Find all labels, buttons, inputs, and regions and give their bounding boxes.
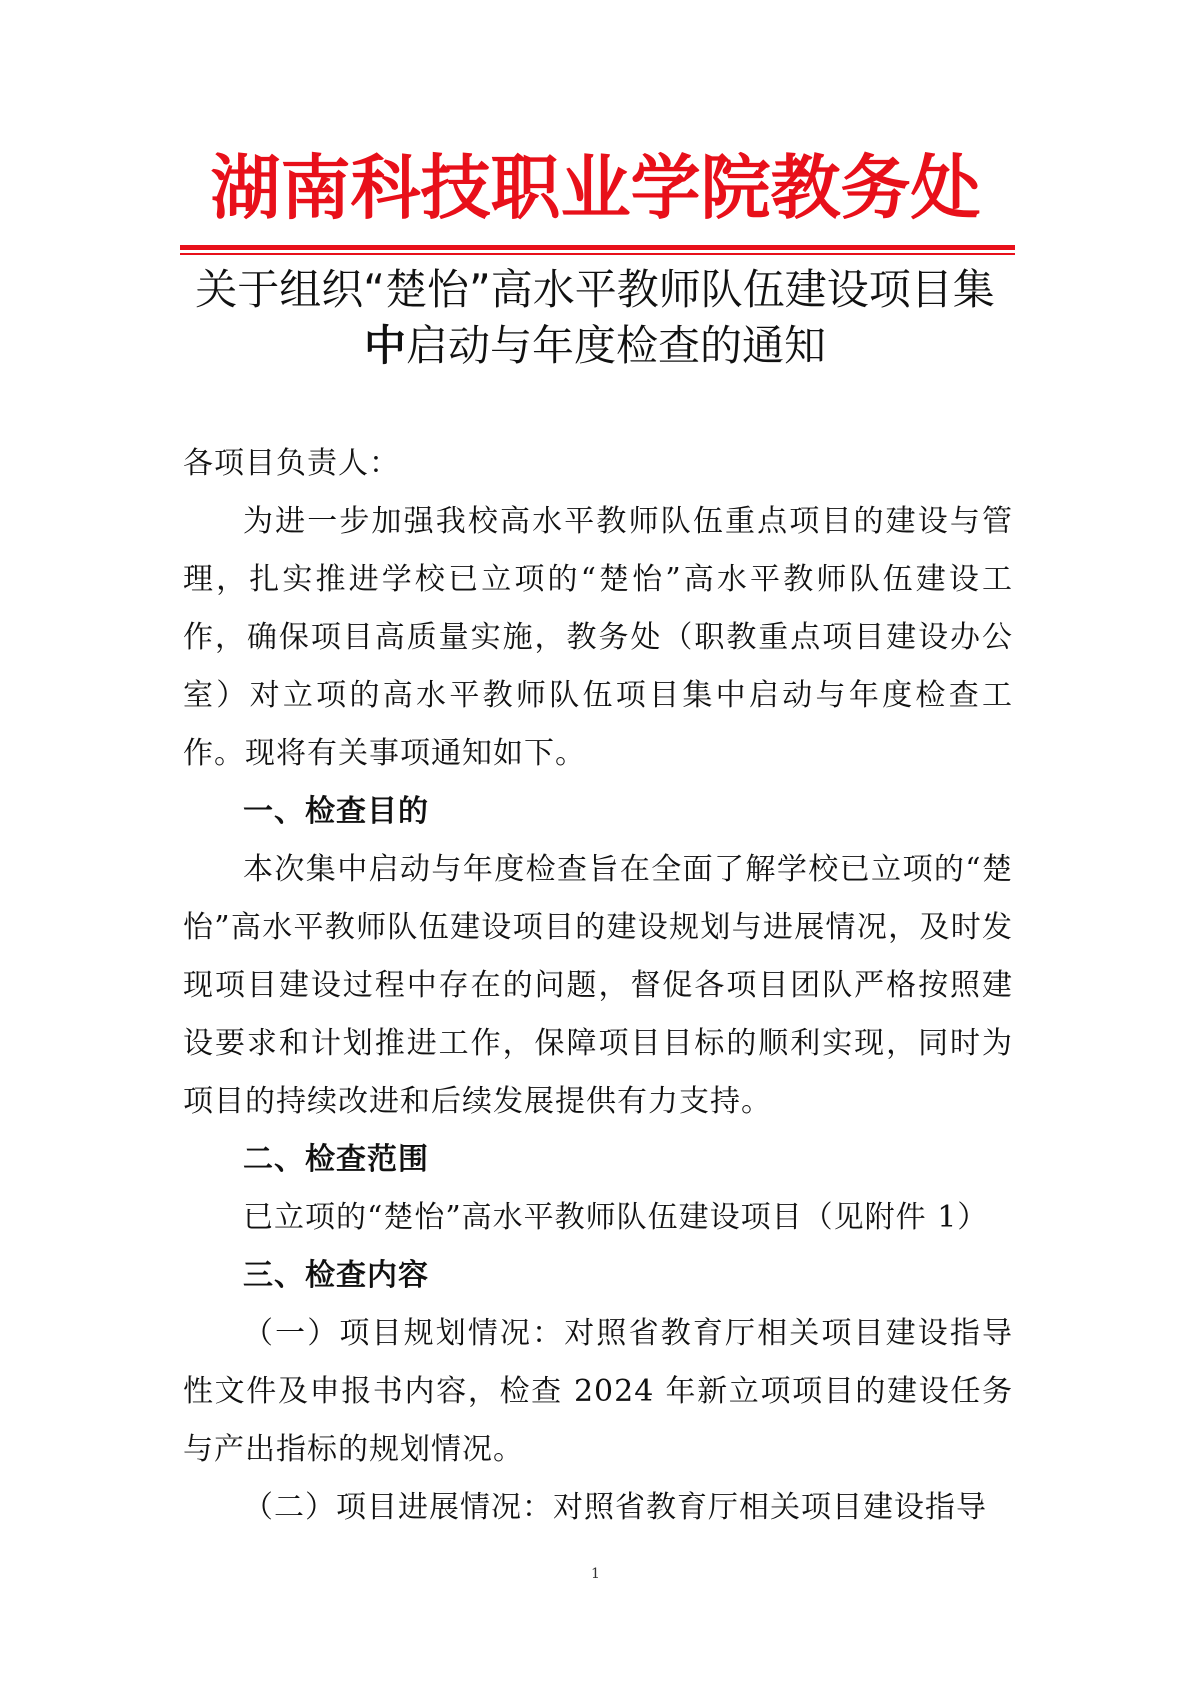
section2-paragraph: 已立项的“楚怡”高水平教师队伍建设项目（见附件 1）	[243, 1200, 989, 1235]
salutation: 各项目负责人：	[183, 446, 400, 481]
org-header-title: 湖南科技职业学院教务处	[210, 146, 981, 229]
notice-title-line2	[150, 318, 1040, 374]
notice-title	[150, 262, 1040, 374]
notice-body	[183, 435, 1013, 1537]
section1-paragraph: 本次集中启动与年度检查旨在全面了解学校已立项的“楚怡”高水平教师队伍建设项目的建设规划与进展情况，及时发现项目建设过程中存在的问题，督促各项目团队严格按照建设要求和计划推进工作，保障项目目标的顺利实现，同时为项目的持续改进和后续发展提供有力支持。	[183, 852, 1013, 1119]
section2-heading: 二、检查范围	[243, 1142, 429, 1177]
header-divider-thin	[180, 253, 1015, 255]
notice-title-line1: 关于组织“楚怡”高水平教师队伍建设项目集	[195, 265, 995, 314]
section3-heading: 三、检查内容	[243, 1258, 429, 1293]
page-number: 1	[591, 1566, 600, 1582]
section3-item1: （一）项目规划情况：对照省教育厅相关项目建设指导性文件及申报书内容，检查 2024 年新立项项目的建设任务与产出指标的规划情况。	[183, 1316, 1013, 1467]
header-divider-thick	[180, 245, 1015, 250]
section3-item2: （二）项目进展情况：对照省教育厅相关项目建设指导	[243, 1490, 987, 1525]
notice-title-line2-bold: 中	[363, 321, 406, 370]
notice-title-line2-rest: 启动与年度检查的通知	[406, 321, 827, 370]
intro-paragraph: 为进一步加强我校高水平教师队伍重点项目的建设与管理，扎实推进学校已立项的“楚怡”高水平教师队伍建设工作，确保项目高质量实施，教务处（职教重点项目建设办公室）对立项的高水平教师队伍项目集中启动与年度检查工作。现将有关事项通知如下。	[183, 504, 1013, 771]
section1-heading: 一、检查目的	[243, 794, 429, 829]
